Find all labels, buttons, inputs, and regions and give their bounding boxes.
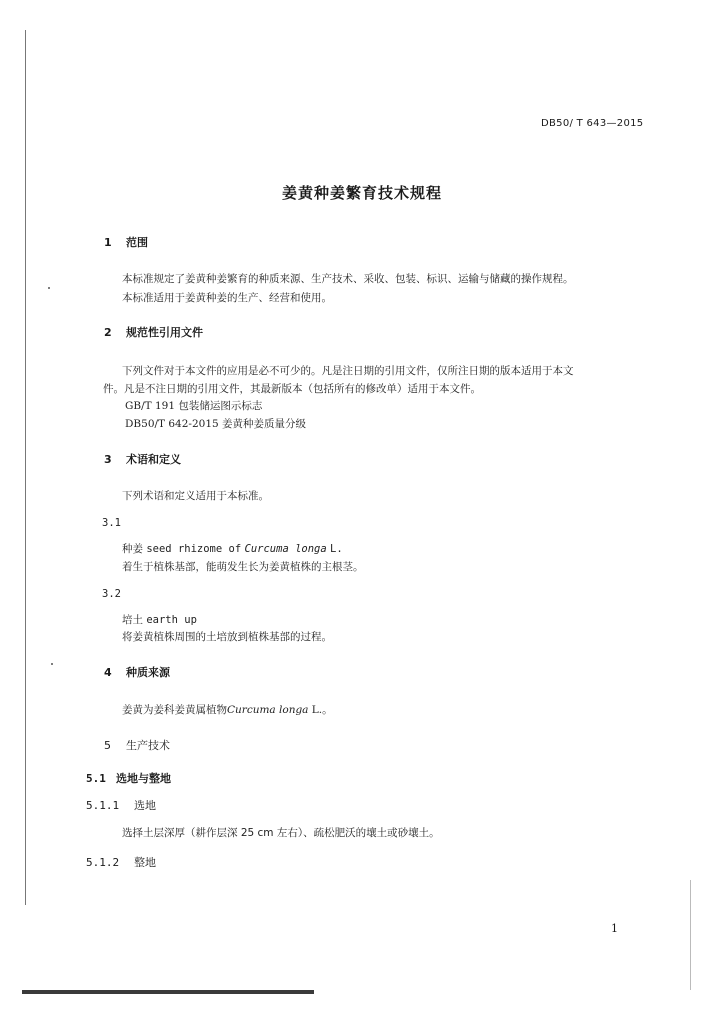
section-4-text — [122, 703, 333, 717]
subsection-5-1-2-heading — [86, 856, 156, 870]
species-latin: Curcuma longa — [227, 704, 309, 716]
subsection-title: 选地与整地 — [116, 772, 171, 785]
scan-edge-line — [25, 30, 26, 905]
section-title: 术语和定义 — [126, 453, 181, 466]
subsection-number: 5.1.2 — [86, 856, 120, 869]
term-number: 3.2 — [102, 588, 121, 600]
section-title: 规范性引用文件 — [126, 326, 203, 339]
subsection-title: 整地 — [134, 856, 156, 869]
section-title: 生产技术 — [126, 739, 170, 752]
page-number: 1 — [611, 922, 618, 935]
section-2-paragraph-line-2: 件。凡是不注日期的引用文件，其最新版本（包括所有的修改单）适用于本文件。 — [103, 383, 481, 395]
scan-edge-line-right — [690, 880, 691, 990]
section-3-heading — [104, 453, 181, 467]
subsection-number: 5.1 — [86, 772, 106, 785]
term-entry — [122, 542, 343, 556]
term-authority: L. — [330, 543, 343, 555]
term-number: 3.1 — [102, 517, 121, 529]
subsection-5-1-1-text: 选择土层深厚（耕作层深 25 cm 左右）、疏松肥沃的壤土或砂壤土。 — [122, 827, 440, 839]
section-3-intro: 下列术语和定义适用于本标准。 — [122, 490, 269, 502]
section-number: 2 — [104, 326, 112, 339]
scan-speck — [48, 287, 50, 289]
section-title: 种质来源 — [126, 666, 170, 679]
section-2-paragraph-line-1: 下列文件对于本文件的应用是必不可少的。凡是注日期的引用文件，仅所注日期的版本适用于本文 — [122, 365, 574, 377]
subsection-title: 选地 — [134, 799, 156, 812]
section-4-heading — [104, 666, 170, 680]
subsection-number: 5.1.1 — [86, 799, 120, 812]
term-latin: Curcuma longa — [244, 543, 327, 555]
section-5-heading — [104, 739, 170, 753]
section-number: 1 — [104, 236, 112, 249]
subsection-5-1-1-heading — [86, 799, 156, 813]
term-english: seed rhizome of — [146, 543, 242, 555]
section-number: 3 — [104, 453, 112, 466]
text-fragment: 姜黄为姜科姜黄属植物 — [122, 704, 227, 716]
term-english: earth up — [146, 614, 197, 626]
section-number: 5 — [104, 739, 111, 752]
subsection-5-1-heading — [86, 772, 171, 786]
section-1-heading — [104, 236, 148, 250]
section-1-paragraph-2: 本标准适用于姜黄种姜的生产、经营和使用。 — [122, 292, 332, 304]
term-definition: 将姜黄植株周围的土培放到植株基部的过程。 — [122, 631, 332, 643]
term-chinese: 培土 — [122, 614, 143, 626]
reference-item: GB/T 191 包装储运图示标志 — [125, 400, 263, 412]
section-title: 范围 — [126, 236, 148, 249]
term-definition: 着生于植株基部，能萌发生长为姜黄植株的主根茎。 — [122, 561, 364, 573]
section-2-heading — [104, 326, 203, 340]
reference-item: DB50/T 642-2015 姜黄种姜质量分级 — [125, 418, 307, 430]
scan-bottom-bar — [22, 990, 314, 994]
term-entry — [122, 613, 197, 627]
scan-speck — [51, 663, 53, 665]
term-chinese: 种姜 — [122, 543, 143, 555]
text-fragment: L.。 — [311, 704, 333, 716]
document-code: DB50/ T 643—2015 — [541, 118, 644, 129]
section-number: 4 — [104, 666, 112, 679]
page-title: 姜黄种姜繁育技术规程 — [281, 184, 442, 202]
section-1-paragraph-1: 本标准规定了姜黄种姜繁育的种质来源、生产技术、采收、包装、标识、运输与储藏的操作规程。 — [122, 273, 574, 285]
